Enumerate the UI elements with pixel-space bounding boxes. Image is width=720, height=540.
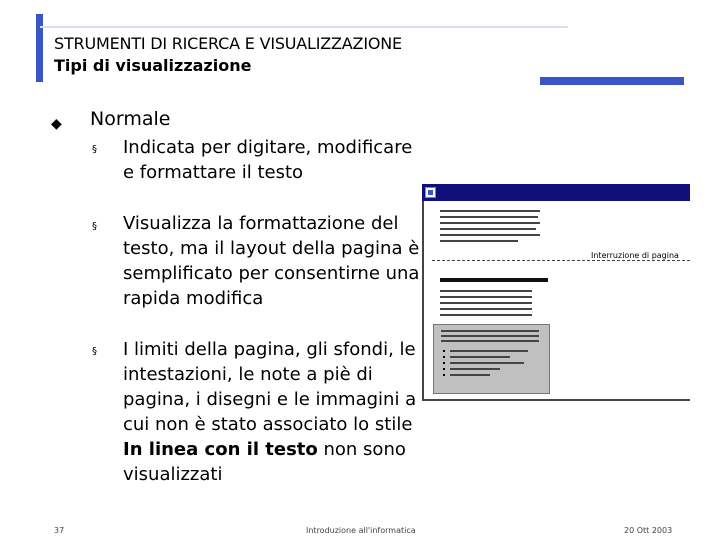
text-line bbox=[440, 240, 518, 242]
list-dot bbox=[443, 356, 445, 358]
section-bullet-icon: § bbox=[92, 144, 97, 155]
text-line bbox=[450, 356, 510, 358]
sub-bullet-2: Visualizza la formattazione del testo, ma il layout della pagina è semplificato per consentirne una rapida modifica bbox=[123, 213, 420, 309]
text-line bbox=[440, 296, 532, 298]
sub-bullet-3-before: I limiti della pagina, gli sfondi, le intestazioni, le note a piè di pagina, i disegni e le immagini a cui non è stato associato lo stile bbox=[123, 339, 417, 435]
text-line bbox=[440, 234, 540, 236]
sub-bullet-3-emphasis: In linea con il testo bbox=[123, 439, 318, 460]
accent-bar-left bbox=[36, 14, 43, 82]
text-line bbox=[440, 222, 540, 224]
word-app-icon bbox=[425, 187, 436, 198]
normal-view-thumbnail bbox=[422, 184, 690, 401]
slide-title: STRUMENTI DI RICERCA E VISUALIZZAZIONE bbox=[54, 34, 402, 53]
text-line bbox=[440, 216, 538, 218]
section-bullet-icon: § bbox=[92, 346, 97, 357]
accent-line-top bbox=[40, 26, 568, 28]
slide-subtitle: Tipi di visualizzazione bbox=[54, 56, 252, 75]
text-line bbox=[450, 350, 528, 352]
text-line bbox=[440, 290, 532, 292]
thumbnail-titlebar bbox=[422, 184, 690, 201]
diamond-bullet-icon: ◆ bbox=[51, 116, 62, 132]
page-break-line bbox=[432, 260, 690, 261]
footer-date: 20 Ott 2003 bbox=[624, 526, 673, 535]
text-line bbox=[450, 368, 500, 370]
text-line bbox=[441, 335, 539, 337]
list-dot bbox=[443, 362, 445, 364]
text-box bbox=[433, 324, 550, 394]
text-line bbox=[440, 308, 532, 310]
sub-bullet-1: Indicata per digitare, modificare e formattare il testo bbox=[123, 137, 413, 183]
page-break-label: Interruzione di pagina bbox=[591, 251, 679, 260]
thumbnail-document bbox=[422, 201, 690, 401]
text-line bbox=[450, 362, 524, 364]
text-line bbox=[440, 228, 536, 230]
text-line bbox=[441, 340, 539, 342]
text-line bbox=[440, 302, 532, 304]
main-bullet-text: Normale bbox=[90, 108, 171, 130]
text-line bbox=[440, 314, 532, 316]
accent-bar-right bbox=[540, 77, 684, 85]
text-line bbox=[440, 210, 540, 212]
sub-bullet-3 bbox=[123, 337, 423, 487]
section-bullet-icon: § bbox=[92, 221, 97, 232]
text-line bbox=[441, 330, 539, 332]
text-line bbox=[450, 374, 490, 376]
footer-course-title: Introduzione all'informatica bbox=[306, 526, 416, 535]
list-dot bbox=[443, 368, 445, 370]
list-dot bbox=[443, 374, 445, 376]
footer-page-number: 37 bbox=[54, 526, 65, 535]
list-dot bbox=[443, 350, 445, 352]
heading-line bbox=[440, 278, 548, 282]
sub-bullet-3-after: non sono visualizzati bbox=[123, 439, 406, 485]
